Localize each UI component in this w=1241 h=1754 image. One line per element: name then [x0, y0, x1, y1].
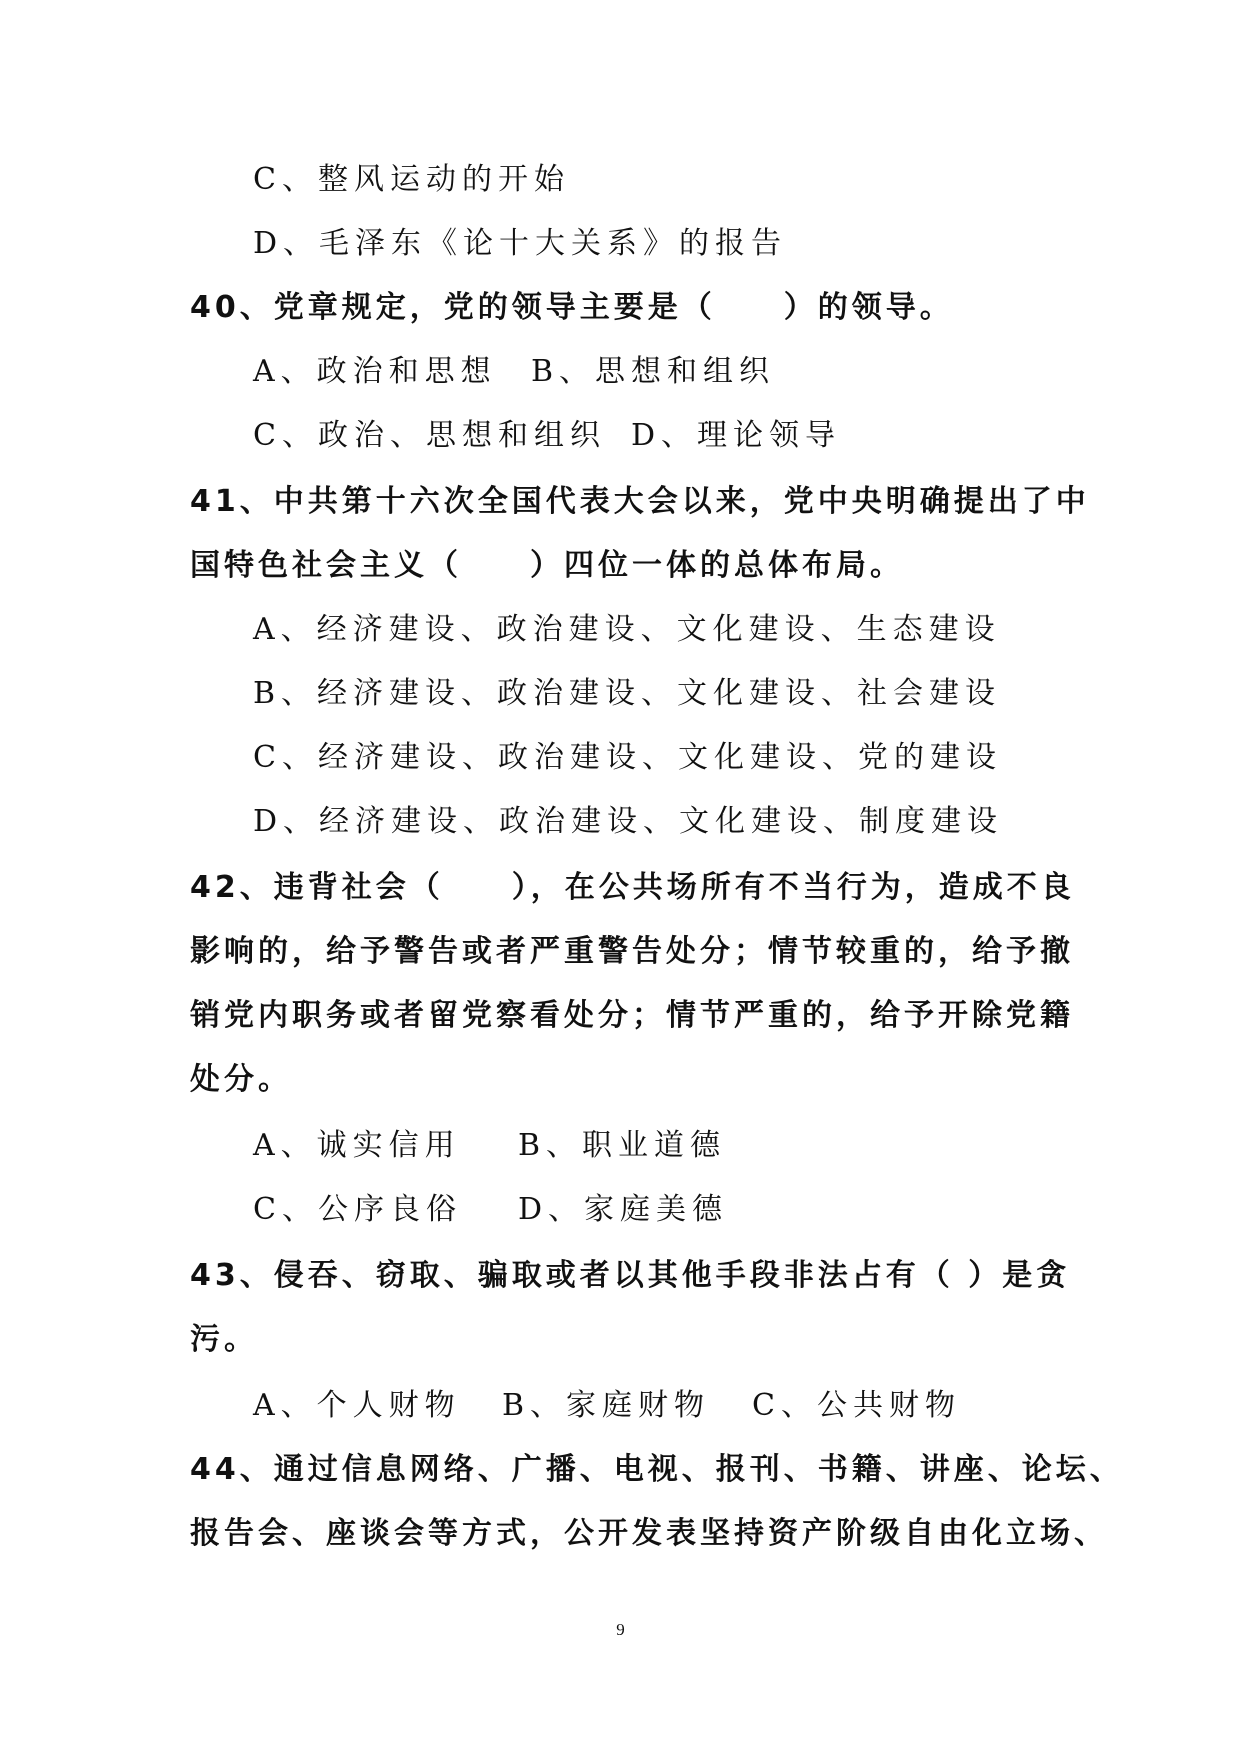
q42-options-row1 [253, 1126, 726, 1166]
q40-option-c: C、政治、思想和组织 [253, 418, 606, 453]
q42-option-b: B、职业道德 [518, 1128, 727, 1163]
q43-option-b: B、家庭财物 [502, 1388, 711, 1423]
q40-option-d: D、理论领导 [631, 418, 842, 453]
q43-option-c: C、公共财物 [752, 1388, 961, 1423]
q41-option-c: C、经济建设、政治建设、文化建设、党的建设 [253, 740, 1002, 775]
question-43-line2: 污。 [190, 1322, 258, 1357]
question-40: 40、党章规定，党的领导主要是（ ）的领导。 [190, 290, 954, 325]
question-43-line1: 43、侵吞、窃取、骗取或者以其他手段非法占有（ ）是贪 [190, 1258, 1071, 1293]
question-44-line1: 44、通过信息网络、广播、电视、报刊、书籍、讲座、论坛、 [190, 1452, 1124, 1487]
q42-option-d: D、家庭美德 [518, 1192, 729, 1227]
page-number: 9 [616, 1620, 625, 1639]
question-41-line1: 41、中共第十六次全国代表大会以来，党中央明确提出了中 [190, 484, 1090, 519]
question-44-line2: 报告会、座谈会等方式，公开发表坚持资产阶级自由化立场、 [190, 1516, 1108, 1551]
q41-option-d: D、经济建设、政治建设、文化建设、制度建设 [253, 804, 1004, 839]
q41-option-b: B、经济建设、政治建设、文化建设、社会建设 [253, 676, 1002, 711]
q39-option-d: D、毛泽东《论十大关系》的报告 [253, 226, 788, 261]
q40-options-row1 [253, 352, 775, 392]
question-42-line4: 处分。 [190, 1062, 292, 1097]
q42-option-a: A、诚实信用 [253, 1128, 461, 1163]
question-42-line2: 影响的，给予警告或者严重警告处分；情节较重的，给予撤 [190, 934, 1074, 969]
q42-options-row2 [253, 1190, 728, 1230]
q40-option-b: B、思想和组织 [531, 354, 776, 389]
q40-options-row2 [253, 416, 841, 456]
q42-option-c: C、公序良俗 [253, 1192, 462, 1227]
q41-option-a: A、经济建设、政治建设、文化建设、生态建设 [253, 612, 1001, 647]
q43-option-a: A、个人财物 [253, 1388, 461, 1423]
question-42-line3: 销党内职务或者留党察看处分；情节严重的，给予开除党籍 [190, 998, 1074, 1033]
question-41-line2: 国特色社会主义（ ）四位一体的总体布局。 [190, 548, 904, 583]
question-42-line1: 42、违背社会（ ），在公共场所有不当行为，造成不良 [190, 870, 1075, 905]
q40-option-a: A、政治和思想 [253, 354, 497, 389]
q43-options-row [253, 1386, 961, 1426]
q39-option-c: C、整风运动的开始 [253, 162, 570, 197]
